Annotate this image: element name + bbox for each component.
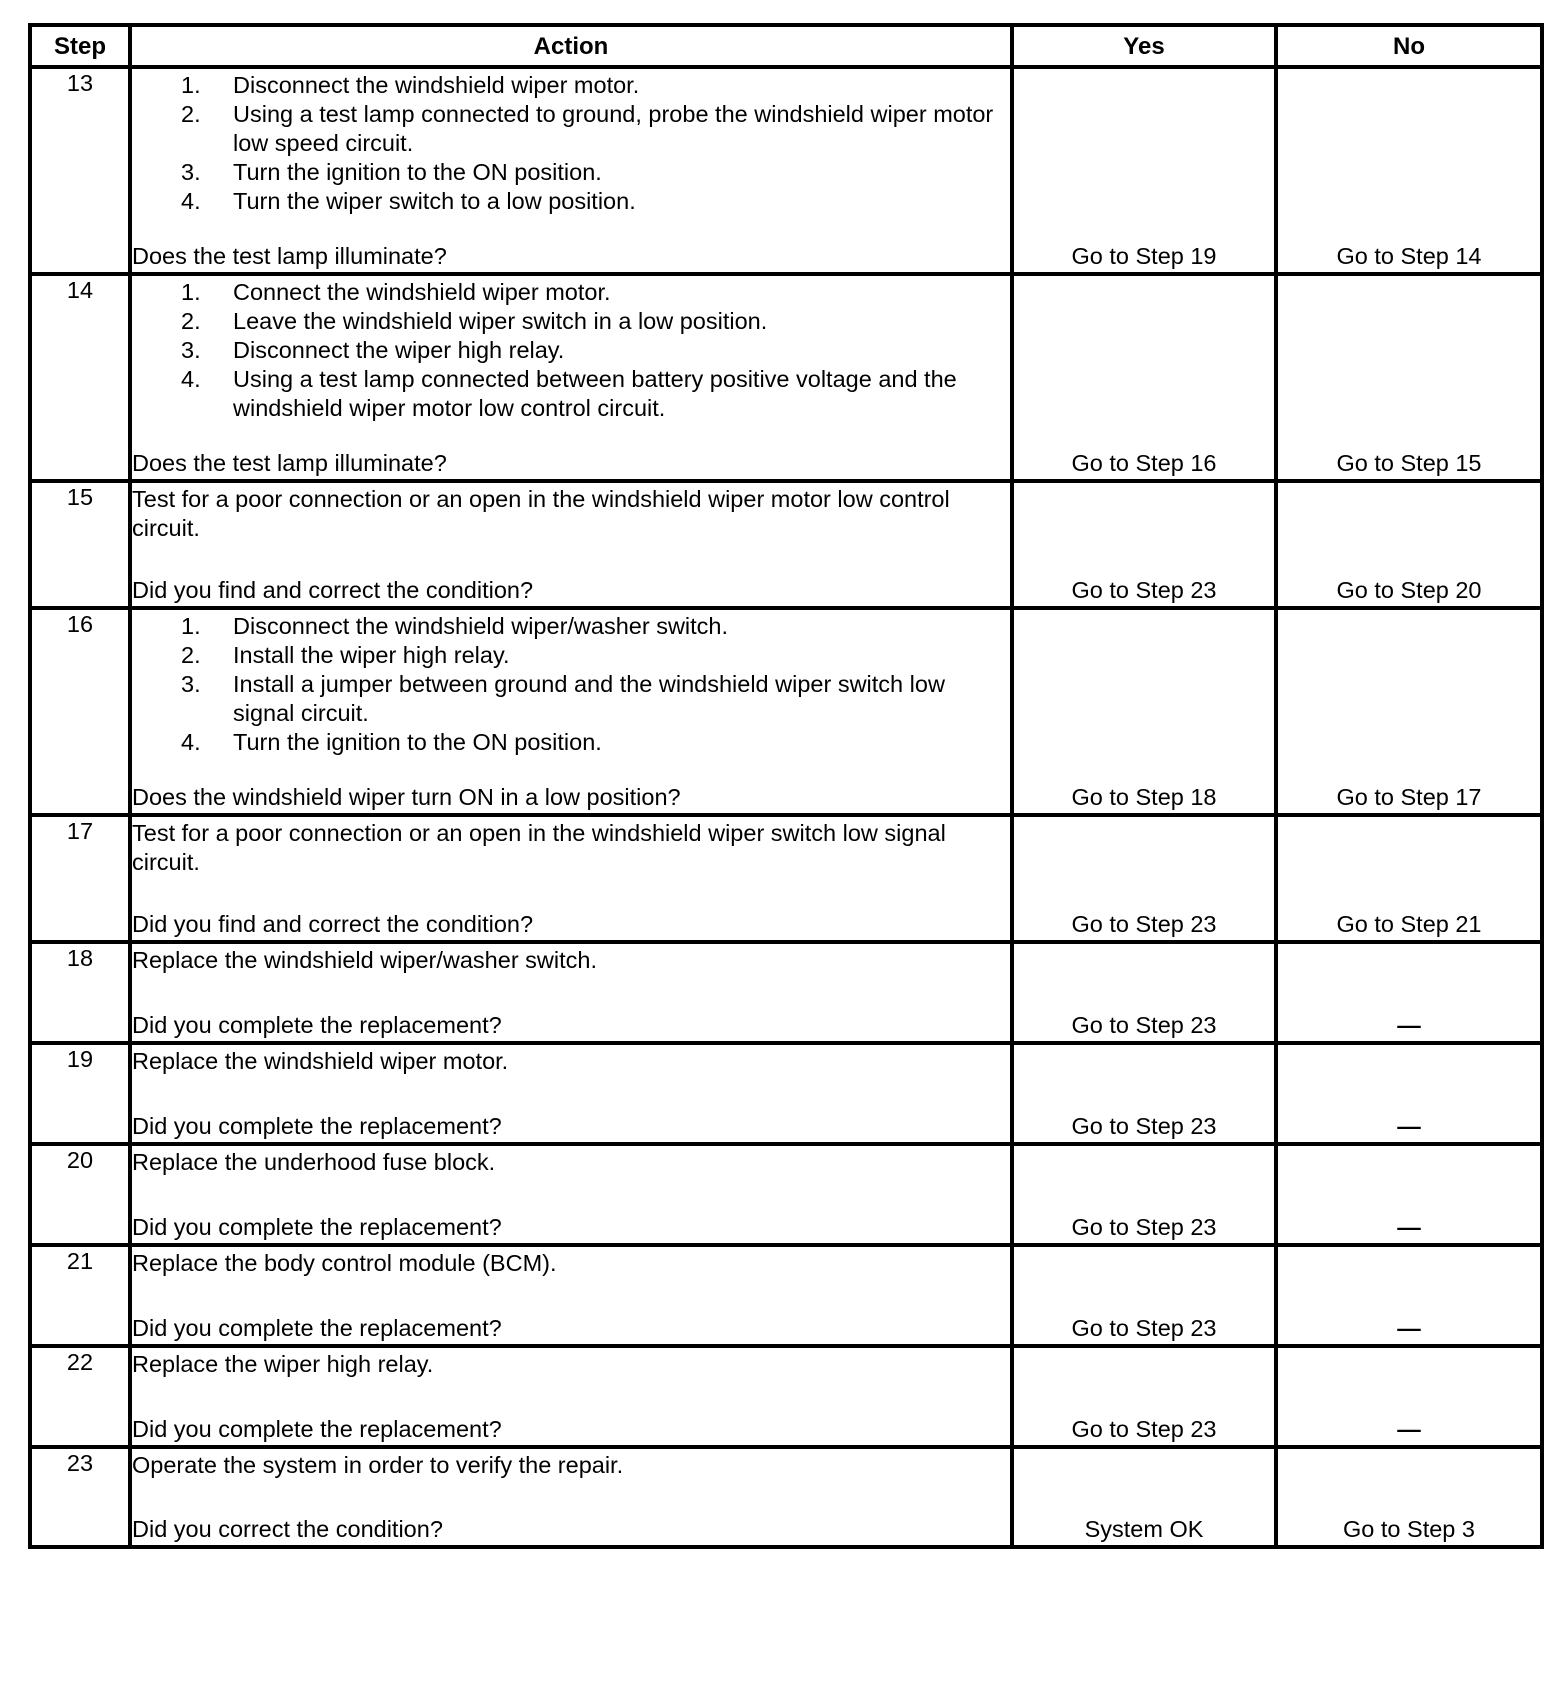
table-row <box>30 815 1542 942</box>
action-text: Replace the wiper high relay. <box>132 1351 434 1377</box>
action-question: Did you complete the replacement? <box>132 1214 502 1240</box>
yes-cell <box>1012 274 1276 481</box>
action-cell <box>130 274 1012 481</box>
action-steps-list <box>132 612 1010 757</box>
action-cell <box>130 1245 1012 1346</box>
action-question: Did you complete the replacement? <box>132 1012 502 1038</box>
action-step-number: 3. <box>181 671 201 697</box>
action-text: Test for a poor connection or an open in the windshield wiper switch low signal circuit. <box>132 820 946 875</box>
action-cell <box>130 1144 1012 1245</box>
no-cell <box>1276 942 1542 1043</box>
action-step-number: 1. <box>181 279 201 305</box>
no-cell <box>1276 1346 1542 1447</box>
step-number: 17 <box>30 815 130 942</box>
table-row <box>30 608 1542 815</box>
yes-cell <box>1012 815 1276 942</box>
table-row <box>30 274 1542 481</box>
no-cell <box>1276 67 1542 274</box>
yes-result: Go to Step 23 <box>1071 1416 1217 1442</box>
yes-result: Go to Step 23 <box>1071 1113 1217 1139</box>
no-result: Go to Step 3 <box>1343 1516 1475 1542</box>
step-number: 15 <box>30 481 130 608</box>
action-step-text: Disconnect the windshield wiper/washer switch. <box>233 613 729 639</box>
action-step-number: 1. <box>181 72 201 98</box>
yes-cell <box>1012 1144 1276 1245</box>
action-text: Replace the body control module (BCM). <box>132 1250 557 1276</box>
yes-cell <box>1012 1245 1276 1346</box>
action-step-text: Leave the windshield wiper switch in a low position. <box>233 308 768 334</box>
no-result: — <box>1397 1012 1421 1038</box>
yes-result: Go to Step 23 <box>1071 1315 1217 1341</box>
yes-result: Go to Step 23 <box>1071 911 1217 937</box>
yes-cell <box>1012 1043 1276 1144</box>
action-steps-list <box>132 278 1010 423</box>
yes-cell <box>1012 481 1276 608</box>
action-question: Does the test lamp illuminate? <box>132 450 447 476</box>
action-text: Replace the windshield wiper/washer switch. <box>132 947 597 973</box>
action-cell <box>130 67 1012 274</box>
table-row <box>30 67 1542 274</box>
no-cell <box>1276 1245 1542 1346</box>
action-step-item <box>132 670 1010 728</box>
action-step-item <box>132 612 1010 641</box>
action-cell <box>130 1447 1012 1547</box>
header-row <box>30 25 1542 67</box>
action-step-text: Using a test lamp connected between battery positive voltage and the windshield wiper motor low control circuit. <box>233 366 957 421</box>
header-no: No <box>1276 25 1542 67</box>
yes-result: Go to Step 18 <box>1071 784 1217 810</box>
action-text: Replace the underhood fuse block. <box>132 1149 496 1175</box>
table-row <box>30 942 1542 1043</box>
action-step-item <box>132 100 1010 158</box>
header-step: Step <box>30 25 130 67</box>
no-result: Go to Step 15 <box>1336 450 1482 476</box>
no-cell <box>1276 608 1542 815</box>
action-text: Test for a poor connection or an open in the windshield wiper motor low control circuit. <box>132 486 950 541</box>
action-step-item <box>132 641 1010 670</box>
diagnostic-table <box>28 23 1544 1549</box>
action-step-text: Install the wiper high relay. <box>233 642 510 668</box>
table-row <box>30 481 1542 608</box>
step-number: 14 <box>30 274 130 481</box>
no-result: Go to Step 17 <box>1336 784 1482 810</box>
step-number: 16 <box>30 608 130 815</box>
step-number: 20 <box>30 1144 130 1245</box>
action-step-number: 2. <box>181 308 201 334</box>
table-row <box>30 1043 1542 1144</box>
action-step-number: 4. <box>181 729 201 755</box>
action-step-item <box>132 278 1010 307</box>
yes-cell <box>1012 942 1276 1043</box>
no-cell <box>1276 481 1542 608</box>
no-result: — <box>1397 1416 1421 1442</box>
table-row <box>30 1144 1542 1245</box>
no-result: — <box>1397 1315 1421 1341</box>
yes-result: Go to Step 23 <box>1071 577 1217 603</box>
action-step-number: 2. <box>181 101 201 127</box>
action-steps-list <box>132 71 1010 216</box>
action-question: Did you complete the replacement? <box>132 1416 502 1442</box>
table-body <box>30 67 1542 1547</box>
step-number: 23 <box>30 1447 130 1547</box>
no-cell <box>1276 274 1542 481</box>
action-step-item <box>132 336 1010 365</box>
step-number: 19 <box>30 1043 130 1144</box>
yes-cell <box>1012 608 1276 815</box>
action-step-number: 4. <box>181 366 201 392</box>
action-step-number: 4. <box>181 188 201 214</box>
action-question: Did you correct the condition? <box>132 1516 443 1542</box>
no-cell <box>1276 815 1542 942</box>
step-number: 22 <box>30 1346 130 1447</box>
header-yes: Yes <box>1012 25 1276 67</box>
yes-cell <box>1012 67 1276 274</box>
action-step-item <box>132 187 1010 216</box>
no-result: Go to Step 21 <box>1336 911 1482 937</box>
no-result: — <box>1397 1214 1421 1240</box>
yes-result: Go to Step 16 <box>1071 450 1217 476</box>
header-action: Action <box>130 25 1012 67</box>
step-number: 21 <box>30 1245 130 1346</box>
action-text: Operate the system in order to verify the repair. <box>132 1452 624 1478</box>
action-step-number: 1. <box>181 613 201 639</box>
action-step-item <box>132 307 1010 336</box>
action-step-text: Turn the ignition to the ON position. <box>233 159 602 185</box>
action-text: Replace the windshield wiper motor. <box>132 1048 509 1074</box>
action-step-number: 3. <box>181 159 201 185</box>
table-row <box>30 1447 1542 1547</box>
action-step-number: 2. <box>181 642 201 668</box>
action-step-item <box>132 71 1010 100</box>
no-result: — <box>1397 1113 1421 1139</box>
action-step-text: Disconnect the windshield wiper motor. <box>233 72 640 98</box>
action-step-item <box>132 365 1010 423</box>
table-row <box>30 1346 1542 1447</box>
action-cell <box>130 942 1012 1043</box>
step-number: 13 <box>30 67 130 274</box>
action-step-text: Install a jumper between ground and the windshield wiper switch low signal circuit. <box>233 671 945 726</box>
action-step-number: 3. <box>181 337 201 363</box>
yes-cell <box>1012 1447 1276 1547</box>
yes-result: System OK <box>1084 1516 1204 1542</box>
no-cell <box>1276 1043 1542 1144</box>
action-cell <box>130 1043 1012 1144</box>
action-cell <box>130 815 1012 942</box>
action-step-item <box>132 158 1010 187</box>
action-question: Did you complete the replacement? <box>132 1113 502 1139</box>
action-question: Did you find and correct the condition? <box>132 577 534 603</box>
step-number: 18 <box>30 942 130 1043</box>
action-step-text: Turn the wiper switch to a low position. <box>233 188 636 214</box>
action-step-text: Disconnect the wiper high relay. <box>233 337 565 363</box>
action-step-text: Turn the ignition to the ON position. <box>233 729 602 755</box>
action-question: Did you complete the replacement? <box>132 1315 502 1341</box>
yes-result: Go to Step 23 <box>1071 1012 1217 1038</box>
action-step-text: Connect the windshield wiper motor. <box>233 279 611 305</box>
action-cell <box>130 481 1012 608</box>
no-cell <box>1276 1144 1542 1245</box>
table-row <box>30 1245 1542 1346</box>
yes-cell <box>1012 1346 1276 1447</box>
action-cell <box>130 1346 1012 1447</box>
action-question: Did you find and correct the condition? <box>132 911 534 937</box>
action-step-text: Using a test lamp connected to ground, probe the windshield wiper motor low speed circuit. <box>233 101 994 156</box>
no-result: Go to Step 20 <box>1336 577 1482 603</box>
no-cell <box>1276 1447 1542 1547</box>
action-question: Does the test lamp illuminate? <box>132 243 447 269</box>
action-question: Does the windshield wiper turn ON in a low position? <box>132 784 681 810</box>
action-cell <box>130 608 1012 815</box>
yes-result: Go to Step 19 <box>1071 243 1217 269</box>
yes-result: Go to Step 23 <box>1071 1214 1217 1240</box>
no-result: Go to Step 14 <box>1336 243 1482 269</box>
action-step-item <box>132 728 1010 757</box>
